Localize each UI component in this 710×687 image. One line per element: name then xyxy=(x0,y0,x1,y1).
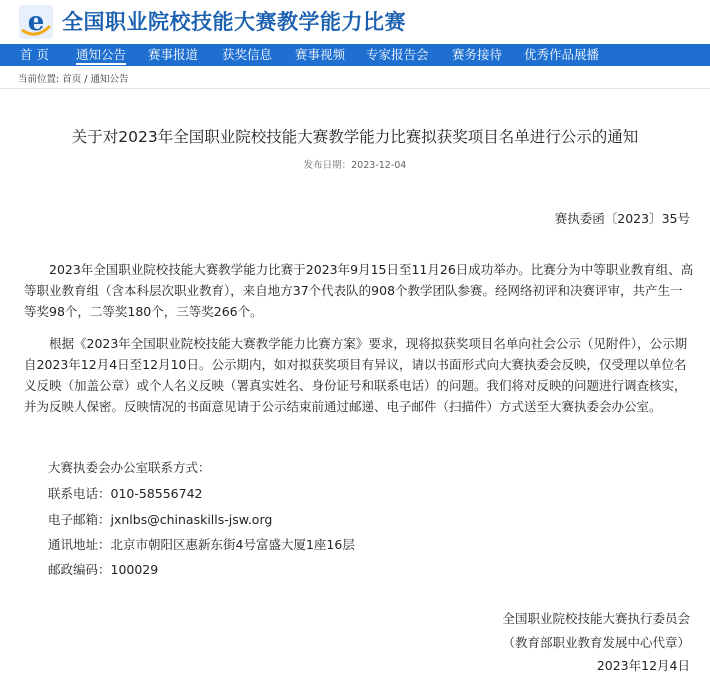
nav-item-expert-talks[interactable] xyxy=(366,44,429,66)
signature-sub: （教育部职业教育发展中心代章） xyxy=(502,635,690,650)
svg-text:e: e xyxy=(27,7,45,37)
site-header xyxy=(0,0,710,44)
nav-item-home[interactable] xyxy=(20,44,49,66)
document-number: 赛执委函〔2023〕35号 xyxy=(554,211,690,226)
nav-item-label: 通知公告 xyxy=(76,47,126,65)
breadcrumb-current[interactable]: 通知公告 xyxy=(90,74,129,85)
contact-heading: 大赛执委会办公室联系方式： xyxy=(48,460,211,475)
signature-date: 2023年12月4日 xyxy=(596,658,690,673)
breadcrumb-home-link[interactable]: 首页 xyxy=(62,74,82,85)
nav-item-label: 获奖信息 xyxy=(222,47,273,62)
contact-phone: 联系电话：010-58556742 xyxy=(48,486,203,501)
nav-item-showcase[interactable] xyxy=(524,44,599,66)
breadcrumb-separator: / xyxy=(84,74,88,85)
nav-item-label: 专家报告会 xyxy=(366,47,429,62)
main-nav xyxy=(0,44,710,66)
nav-item-videos[interactable] xyxy=(295,44,345,66)
e-letter-logo-icon[interactable] xyxy=(18,4,54,40)
nav-item-notices[interactable] xyxy=(76,44,126,66)
article-title: 关于对2023年全国职业院校技能大赛教学能力比赛拟获奖项目名单进行公示的通知 xyxy=(71,128,639,146)
nav-item-label: 赛务接待 xyxy=(452,47,503,62)
nav-item-awards[interactable] xyxy=(222,44,272,66)
nav-item-reception[interactable] xyxy=(452,44,502,66)
breadcrumb-prefix: 当前位置: xyxy=(18,74,60,85)
signature-org: 全国职业院校技能大赛执行委员会 xyxy=(502,611,690,626)
breadcrumb xyxy=(18,71,129,85)
divider xyxy=(0,88,710,89)
contact-postcode: 邮政编码：100029 xyxy=(48,562,159,577)
body-paragraph-2: 根据《2023年全国职业院校技能大赛教学能力比赛方案》要求，现将拟获奖项目名单向社会公示（见附件），公示期自2023年12月4日至12月10日。公示期内，如对拟获奖项目有异议，请以书面形式向大赛执委会反映，仅受理以单位名义反映（加盖公章）或个人名义反映（署真实姓名、身份证号和联系电话）的问题。我们将对反映的问题进行调查核实，并为反映人保密。反映情况的书面意见请于公示结束前通过邮递、电子邮件（扫描件）方式送至大赛执委会办公室。 xyxy=(24,336,688,414)
body-paragraph-1: 2023年全国职业院校技能大赛教学能力比赛于2023年9月15日至11月26日成功举办。比赛分为中等职业教育组、高等职业教育组（含本科层次职业教育），来自地方37个代表队的908个教学团队参赛。经网络初评和决赛评审，共产生一等奖98个，二等奖180个，三等奖266个。 xyxy=(24,262,694,319)
contact-email: 电子邮箱：jxnlbs@chinaskills-jsw.org xyxy=(48,512,273,527)
site-title[interactable]: 全国职业院校技能大赛教学能力比赛 xyxy=(62,10,406,34)
nav-item-label: 赛事报道 xyxy=(148,47,199,62)
nav-item-label: 赛事视频 xyxy=(295,47,346,62)
nav-item-label: 首 页 xyxy=(20,47,49,62)
nav-item-label: 优秀作品展播 xyxy=(524,47,600,62)
publish-date: 发布日期：2023-12-04 xyxy=(303,160,407,171)
contact-address: 通讯地址：北京市朝阳区惠新东街4号富盛大厦1座16层 xyxy=(48,537,355,552)
nav-item-reports[interactable] xyxy=(148,44,198,66)
